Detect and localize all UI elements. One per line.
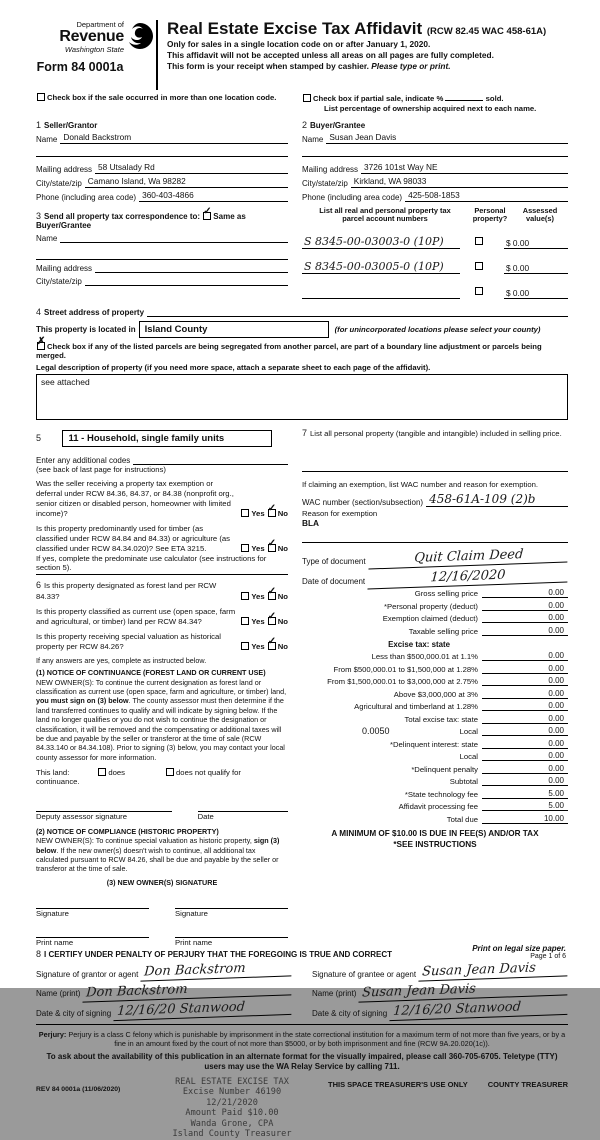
- tax-row: Above $3,000,000 at 3% 0.00: [302, 689, 568, 699]
- tax-row: Total excise tax: state 0.00: [302, 714, 568, 724]
- subtitle-2: This affidavit will not be accepted unless all areas on all pages are fully completed.: [167, 49, 494, 60]
- tax-value: 0.00: [482, 676, 568, 686]
- parcel-personal-checkbox[interactable]: [475, 237, 483, 245]
- parcel-row: [302, 231, 568, 249]
- percentage-note: List percentage of ownership acquired next to each name.: [324, 104, 537, 114]
- tax-value: 0.00: [482, 714, 568, 724]
- tax-row: *Delinquent interest: state 0.00: [302, 739, 568, 749]
- page-title: Real Estate Excise Tax Affidavit (RCW 82.45 WAC 458-61A): [167, 19, 547, 38]
- new-owner-print-row: Print name Print name: [36, 928, 288, 947]
- tax-row: Gross selling price 0.00: [302, 588, 568, 598]
- seller-city-field[interactable]: Camano Island, Wa 98282: [85, 177, 288, 188]
- legal-description-box[interactable]: see attached: [36, 374, 568, 420]
- certify-heading: I CERTIFY UNDER PENALTY OF PERJURY THAT THE FOREGOING IS TRUE AND CORRECT: [44, 950, 393, 960]
- parcel-personal-checkbox[interactable]: [475, 287, 483, 295]
- reason-value[interactable]: BLA: [302, 518, 320, 529]
- tax-value: 0.00: [482, 588, 568, 598]
- owner-print-field-2[interactable]: [175, 928, 288, 938]
- notice2-body: NEW OWNER(S): To continue special valuation as historic property, sign (3) below. If the new owner(s) doesn't wish to continue, all additional tax calculated pursuant to RCW 84.26, shall be due and payable by the seller or transferor at the time of sale.: [36, 836, 280, 874]
- additional-codes-field[interactable]: [133, 455, 288, 465]
- buyer-name2-field[interactable]: [302, 147, 568, 157]
- current-use-no-checkbox[interactable]: ✓: [268, 617, 276, 625]
- dor-logo: [36, 20, 154, 74]
- grantor-name-field[interactable]: Don Backstrom: [83, 978, 293, 1002]
- tax-row: From $500,000.01 to $1,500,000 at 1.28% 0.00: [302, 664, 568, 674]
- logo-dept-text: Department of: [76, 20, 124, 29]
- county-treasurer-label: COUNTY TREASURER: [487, 1079, 568, 1089]
- legal-description-label: Legal description of property (if you need more space, attach a separate sheet to each page of the affidavit).: [36, 363, 431, 373]
- buyer-name-field[interactable]: Susan Jean Davis: [326, 133, 568, 144]
- tax-value: 0.00: [482, 726, 568, 736]
- tax-row: *State technology fee 5.00: [302, 789, 568, 799]
- notice2-title: (2) NOTICE OF COMPLIANCE (HISTORIC PROPERTY): [36, 826, 219, 836]
- tax-row: Local 0.00: [302, 751, 568, 761]
- parcel-personal-checkbox[interactable]: [475, 262, 483, 270]
- notice3-title: (3) NEW OWNER(S) SIGNATURE: [106, 877, 218, 887]
- buyer-city-field[interactable]: Kirkland, WA 98033: [351, 177, 568, 188]
- exemption-yes-checkbox[interactable]: [241, 509, 249, 517]
- current-use-question: Is this property classified as current use (open space, farm and agricultural, or timber) land per RCW 84.34? Yes ✓ No: [36, 607, 288, 627]
- tax-value: 0.00: [482, 601, 568, 611]
- local-rate-row: 0.0050 Local 0.00: [302, 726, 568, 736]
- logo-revenue-text: Revenue: [59, 28, 124, 45]
- parcel-row: [302, 256, 568, 274]
- document-date-field[interactable]: 12/16/2020: [368, 566, 569, 590]
- exemption-note: If claiming an exemption, list WAC number and reason for exemption.: [302, 480, 538, 490]
- tax-row: Agricultural and timberland at 1.28% 0.00: [302, 701, 568, 711]
- personal-property-section: 7 List all personal property (tangible and intangible) included in selling price.: [302, 428, 562, 439]
- historical-question: Is this property receiving special valuation as historical property per RCW 84.26? Yes ✓ No: [36, 632, 288, 652]
- tax-value: 10.00: [482, 814, 568, 824]
- parcel-row: [302, 281, 568, 299]
- new-owner-signature-row: Signature Signature: [36, 899, 288, 918]
- top-check-row: [36, 93, 568, 115]
- grantee-signature-block: Signature of grantee or agent Susan Jean Davis Name (print) Susan Jean Davis Date & city of signing 12/16/20 Stanwood: [312, 959, 568, 1018]
- codes-note: (see back of last page for instructions): [36, 465, 166, 475]
- seller-section: 1 Seller/Grantor Name Donald Backstrom Mailing address 58 Utsalady Rd City/state/zip Camano Island, Wa 98282 Phone (including area code) 360-403-4866 3 Send all property tax correspondence to: ✓ Same as Buyer/Grantee Name Mailing address City/state/zip: [36, 120, 288, 300]
- timber-question: Is this property predominantly used for timber (as classified under RCW 84.84 and 84.33) or agriculture (as classified under RCW 84.34.020)? See ETA 3215. Yes ✓ No: [36, 524, 288, 554]
- tax-value: 0.00: [482, 651, 568, 661]
- document-type-field[interactable]: Quit Claim Deed: [368, 546, 568, 570]
- assessed-value-field[interactable]: $ 0.00: [504, 288, 568, 299]
- perjury-note: Perjury: Perjury is a class C felony which is punishable by imprisonment in the state correctional institution for a maximum term of not more than five years, or by a fine in an amount fixed by the court of not more than $5000, or by both imprisonment and fine (RCW 9A.20.020(1c)).: [38, 1029, 566, 1049]
- header-divider: [156, 20, 158, 90]
- tax-row: *Personal property (deduct) 0.00: [302, 601, 568, 611]
- buyer-heading: Buyer/Grantee: [310, 120, 366, 130]
- parcel-number-field[interactable]: S 8345-00-03005-0 (10P): [302, 260, 460, 274]
- seller-phone-field[interactable]: 360-403-4866: [139, 191, 288, 202]
- tax-value: 0.00: [482, 739, 568, 749]
- rcw-reference: (RCW 82.45 WAC 458-61A): [426, 26, 547, 37]
- correspondence-mailing-field[interactable]: [95, 263, 288, 273]
- current-use-yes-checkbox[interactable]: [241, 617, 249, 625]
- dor-swoosh-icon: [126, 22, 154, 55]
- grantee-name-field[interactable]: Susan Jean Davis: [359, 978, 569, 1002]
- alternate-format-note: To ask about the availability of this publication in an alternate format for the visually impaired, please call 360-705-6705. Teletype (TTY) users may use the WA Relay Service by calling 711.: [46, 1051, 558, 1072]
- forest-no-checkbox[interactable]: ✓: [268, 592, 276, 600]
- historical-no-checkbox[interactable]: ✓: [268, 642, 276, 650]
- footer: [36, 1077, 568, 1140]
- tax-value: 0.00: [482, 701, 568, 711]
- grantee-date-city-field[interactable]: 12/16/20 Stanwood: [390, 998, 569, 1021]
- tax-row: Total due 10.00: [302, 814, 568, 824]
- excise-state-heading: Excise tax: state: [388, 639, 450, 649]
- street-address-field[interactable]: [147, 307, 568, 317]
- seller-name-field[interactable]: Donald Backstrom: [60, 133, 288, 144]
- owner-signature-field-1[interactable]: [36, 899, 149, 909]
- certify-section: 8 I CERTIFY UNDER PENALTY OF PERJURY THAT THE FOREGOING IS TRUE AND CORRECT Signature of grantor or agent Don Backstrom Name (print) Don Backstrom Date & city of signing 12/16/20 Stanwood Signature of grantee or agent Susan Jean Davis Name (print) Susan Jean Davis Date & city of signing 12/16/20 Stanwood: [36, 949, 568, 1018]
- seller-mailing-field[interactable]: 58 Utsalady Rd: [95, 163, 288, 174]
- partial-sale-checkbox[interactable]: [303, 94, 311, 102]
- historical-yes-checkbox[interactable]: [241, 642, 249, 650]
- wac-number-field[interactable]: 458-61A-109 (2)b: [426, 492, 568, 507]
- deputy-signature-field[interactable]: [36, 802, 172, 812]
- deputy-signature-row: Deputy assessor signature Date: [36, 802, 288, 821]
- property-section: 4 Street address of property This property is located in Island County (for unincorporated locations please select your county) ✗ Check box if any of the listed parcels are being segregated from another parcel, are part of a boundary line adjustment or parcels being merged. Legal description of property (if you need more space, attach a separate sheet to each page of the affidavit). see attached: [36, 307, 568, 420]
- form-number: Form 84 0001a: [36, 60, 124, 74]
- local-rate: 0.0050: [362, 726, 390, 737]
- print-note: Print on legal size paper. Page 1 of 6: [472, 944, 566, 960]
- tax-row: From $1,500,000.01 to $3,000,000 at 2.75% 0.00: [302, 676, 568, 686]
- deputy-date-field[interactable]: [198, 802, 288, 812]
- tax-row: Exemption claimed (deduct) 0.00: [302, 613, 568, 623]
- rev-number: REV 84 0001a (11/06/2020): [36, 1085, 121, 1093]
- correspondence-city-field[interactable]: [85, 276, 288, 286]
- does-checkbox[interactable]: [98, 768, 106, 776]
- seller-heading: Seller/Grantor: [44, 120, 98, 130]
- does-not-checkbox[interactable]: [166, 768, 174, 776]
- tax-row: Subtotal 0.00: [302, 776, 568, 786]
- notice1-title: (1) NOTICE OF CONTINUANCE (FOREST LAND OR CURRENT USE): [36, 668, 266, 678]
- exemption-no-checkbox[interactable]: ✓: [268, 509, 276, 517]
- same-as-buyer-checkbox[interactable]: ✓: [203, 212, 211, 220]
- continuance-text: continuance.: [36, 776, 80, 786]
- partial-sale-check-line: Check box if partial sale, indicate % sold. List percentage of ownership acquired next to each name.: [302, 93, 568, 115]
- tax-value: 0.00: [482, 664, 568, 674]
- subtitle-1: Only for sales in a single location code on or after January 1, 2020.: [167, 38, 431, 49]
- assessed-value-field[interactable]: $ 0.00: [504, 263, 568, 274]
- forest-land-question: 6 Is this property designated as forest land per RCW 84.33? Yes ✓ No: [36, 580, 288, 602]
- reason-label: Reason for exemption: [302, 509, 378, 519]
- tax-row: Affidavit processing fee 5.00: [302, 801, 568, 811]
- treasurer-stamp: REAL ESTATE EXCISE TAX Excise Number 46190 12/21/2020 Amount Paid $10.00 Wanda Grone, CPA Island County Treasurer: [172, 1076, 292, 1140]
- multi-location-check-line: Check box if the sale occurred in more than one location code.: [36, 93, 302, 115]
- partial-sale-percent-field[interactable]: [445, 93, 483, 101]
- tax-value: 0.00: [482, 689, 568, 699]
- tax-value: 0.00: [482, 776, 568, 786]
- owner-signature-field-2[interactable]: [175, 899, 288, 909]
- land-qualify-line: This land: does does not qualify for: [36, 767, 241, 777]
- page-indicator: Page 1 of 6: [530, 953, 566, 960]
- assessed-value-field[interactable]: $ 0.00: [504, 238, 568, 249]
- owner-print-field-1[interactable]: [36, 928, 149, 938]
- minimum-due-note: A MINIMUM OF $10.00 IS DUE IN FEE(S) AND/OR TAX *SEE INSTRUCTIONS: [331, 828, 539, 849]
- timber-no-checkbox[interactable]: ✓: [268, 544, 276, 552]
- grantor-date-city-field[interactable]: 12/16/20 Stanwood: [114, 998, 293, 1021]
- tax-value: 0.00: [482, 764, 568, 774]
- tax-value: 5.00: [482, 801, 568, 811]
- parcel-table-header: List all real and personal property tax parcel account numbers Personal property? Assessed value(s): [319, 205, 558, 224]
- tax-value: 0.00: [482, 626, 568, 636]
- parcel-number-field[interactable]: [302, 287, 460, 299]
- affidavit-page: Department of Revenue Washington State Form 84 0001a Real Estate Excise Tax Affidavit (RCW 82.45 WAC 458-61A) Only for sales in a single location code on or after January 1, 2020. This affidavit will not be accepted unless all areas on all pages are fully completed. This form is your receipt when stamped by cashier. Please type or print. Check box if the sale occurred in more than one location code. Check box if partial sale, indicate % sold. List percentage of ownership acquired next to each name. 1 Seller/Grantor Name Donald Backstrom Mailing address 58 Utsalady Rd City/state/zip Camano Island, Wa 98282 Phone (including area code) 360-403-4866 3 Send all property tax correspondence to: ✓ Same as Buyer/Grantee Name Mailing address City/state/zip 2 Buyer/Grantee Name Susan Jean Davis Mailing address 3726 101st Way NE City/state/zip Kirkland, WA 98033 Phone (including area code) 425-508-1853 List all real and personal property tax parcel account numbers Personal property? Assessed value(s) S 8345-00-03003-0 (10P) $ 0.00 S 8345-00-03005-0 (10P) $ 0.00 $ 0.00 4 Street address of property This property is located in Island County (for unincorporated locations please select your county) ✗ Check box if any of the listed parcels are being segregated from another parcel, are part of a boundary line adjustment or parcels being merged. Legal description of property (if you need more space, attach a separate sheet to each page of the affidavit). see attached 5 11 - Household, single family units Enter any additional codes (see back of last page for instructions) Was the seller receiving a property tax exemption or deferral under RCW 84.36, 84.37, or 84.38 (nonprofit org., senior citizen or disabled person, homeowner with limited income)? Yes ✓ No Is this property predominantly used for timber (as classified under RCW 84.84 and 84.33) or agriculture (as classified under RCW 84.34.020)? See ETA 3215. Yes ✓ No If yes, complete the predominate use calculator (see instructions for section 5). 6 Is this property designated as forest land per RCW 84.33? Yes ✓ No Is this property classified as current use (open space, farm and agricultural, or timber) land per RCW 84.34? Yes ✓ No Is this property receiving special valuation as historical property per RCW 84.26? Yes ✓ No If any answers are yes, complete as instructed below. (1) NOTICE OF CONTINUANCE (FOREST LAND OR CURRENT USE) NEW OWNER(S): To continue the current designation as forest land or classification as current use (open space, farm and agriculture, or timber) land, you must sign on (3) below. The county assessor must then determine if the land transferred continues to qualify and will indicate by signing below. If the land no longer qualifies or you do not wish to continue the designation or classification, it will be removed and the compensating or additional taxes will be due and payable by the seller or transferor at the time of sale (RCW 84.33.140 or 84.34.108). Prior to signing (3) below, you may contact your local county assessor for more information. This land: does does not qualify for continuance. Deputy assessor signature Date (2) NOTICE OF COMPLIANCE (HISTORIC PROPERTY) NEW OWNER(S): To continue special valuation as historic property, sign (3) below. If the new owner(s) doesn't wish to continue, all additional tax calculated pursuant to RCW 84.26, shall be due and payable by the seller or transferor at the time of sale. (3) NEW OWNER(S) SIGNATURE Signature Signature Print name Print name 7 List all personal property (tangible and intangible) included in selling price. If claiming an exemption, list WAC number and reason for exemption. WAC number (section/subsection) 458-61A-109 (2)b Reason for exemption BLA Type of document Quit Claim Deed Date of document 12/16/2020 Gross selling price 0.00 *Personal property (deduct) 0.00 Exemption claimed (deduct) 0.00 Taxable selling price 0.00 Excise tax: state Less than $500,000.01 at 1.1% 0.00 From $500,000.01 to $1,500,000 at 1.28% 0.00 From $1,500,000.01 to $3,000,000 at 2.75% 0.00 Above $3,000,000 at 3% 0.00 Agricultural and timberland at 1.28% 0.00 Total excise tax: state 0.00 0.0050 Local 0.00 *Delinquent interest: state 0.00 Local 0.00 *Delinquent penalty 0.00 Subtotal 0.00 *State technology fee 5.00 Affidavit processing fee 5.00 Total due 10.00 A MINIMUM OF $10.00 IS DUE IN FEE(S) AND/OR TAX *SEE INSTRUCTIONS 8 I CERTIFY UNDER PENALTY OF PERJURY THAT THE FOREGOING IS TRUE AND CORRECT Signature of grantor or agent Don Backstrom Name (print) Don Backstrom Date & city of signing 12/16/20 Stanwood Signature of grantee or agent Susan Jean Davis Name (print) Susan Jean Davis Date & city of signing 12/16/20 Stanwood Perjury: Perjury is a class C felony which is punishable by imprisonment in the state correctional institution for a maximum term of not more than five years, or by a fine in an amount fixed by the court of not more than $5000, or by both imprisonment and fine (RCW 9A.20.020(1c)). To ask about the availability of this publication in an alternate format for the visually impaired, please call 360-705-6705. Teletype (TTY) users may use the WA Relay Service by calling 711. REV 84 0001a (11/06/2020) REAL ESTATE EXCISE TAX Excise Number 46190 12/21/2020 Amount Paid $10.00 Wanda Grone, CPA Island County Treasurer THIS SPACE TREASURER'S USE ONLY COUNTY TREASURER Print on legal size paper. Page 1 of 6: [0, 0, 600, 988]
- multi-location-checkbox[interactable]: [37, 93, 45, 101]
- tax-row: Taxable selling price 0.00: [302, 626, 568, 636]
- exemption-question: Was the seller receiving a property tax exemption or deferral under RCW 84.36, 84.37, or 84.38 (nonprofit org., senior citizen or disabled person, homeowner with limited income)? Yes ✓ No: [36, 479, 288, 519]
- grantor-signature-block: Signature of grantor or agent Don Backstrom Name (print) Don Backstrom Date & city of signing 12/16/20 Stanwood: [36, 959, 292, 1018]
- segregation-check-line: ✗ Check box if any of the listed parcels are being segregated from another parcel, are part of a boundary line adjustment or parcels being merged.: [36, 336, 542, 361]
- parcel-number-field[interactable]: S 8345-00-03003-0 (10P): [302, 235, 460, 249]
- buyer-phone-field[interactable]: 425-508-1853: [405, 191, 568, 202]
- correspondence-name2-field[interactable]: [36, 250, 288, 260]
- calculator-note: If yes, complete the predominate use calculator (see instructions for section 5).: [36, 554, 288, 575]
- tax-row: *Delinquent penalty 0.00: [302, 764, 568, 774]
- treasurer-space-label: THIS SPACE TREASURER'S USE ONLY: [328, 1079, 468, 1089]
- tax-value: 0.00: [482, 751, 568, 761]
- tax-value: 0.00: [482, 613, 568, 623]
- grantor-signature-field[interactable]: Don Backstrom: [141, 959, 293, 981]
- logo-state-text: Washington State: [64, 45, 124, 54]
- segregation-checkbox[interactable]: ✗: [37, 342, 45, 350]
- forest-yes-checkbox[interactable]: [241, 592, 249, 600]
- notice1-body: NEW OWNER(S): To continue the current designation as forest land or classification as current use (open space, farm and agriculture, or timber) land, you must sign on (3) below. The county assessor must then determine if the land transferred continues to qualify and will indicate by signing below. If the land no longer qualifies or you do not wish to continue the designation or classification, it will be removed and the compensating or additional taxes will be due and payable by the seller or transferor at the time of sale (RCW 84.33.140 or 84.34.108). Prior to signing (3) below, you may contact your local county assessor for more information.: [36, 677, 287, 762]
- buyer-mailing-field[interactable]: 3726 101st Way NE: [361, 163, 568, 174]
- answers-note: If any answers are yes, complete as instructed below.: [36, 656, 207, 666]
- grantee-signature-field[interactable]: Susan Jean Davis: [419, 960, 569, 982]
- county-note: (for unincorporated locations please select your county): [334, 325, 541, 335]
- correspondence-name-field[interactable]: [60, 233, 288, 243]
- buyer-section: 2 Buyer/Grantee Name Susan Jean Davis Mailing address 3726 101st Way NE City/state/zip Kirkland, WA 98033 Phone (including area code) 425-508-1853 List all real and personal property tax parcel account numbers Personal property? Assessed value(s) S 8345-00-03003-0 (10P) $ 0.00 S 8345-00-03005-0 (10P) $ 0.00 $ 0.00: [302, 120, 568, 300]
- seller-name2-field[interactable]: [36, 147, 288, 157]
- land-use-select[interactable]: 11 - Household, single family units: [62, 430, 272, 447]
- subtitle-3: This form is your receipt when stamped by cashier. Please type or print.: [167, 60, 451, 71]
- personal-property-field[interactable]: [302, 462, 568, 472]
- tax-row: Less than $500,000.01 at 1.1% 0.00: [302, 651, 568, 661]
- tax-value: 5.00: [482, 789, 568, 799]
- form-header: [36, 20, 568, 90]
- county-select[interactable]: Island County: [139, 321, 329, 338]
- land-use-section: 5 11 - Household, single family units: [36, 428, 288, 447]
- timber-yes-checkbox[interactable]: [241, 544, 249, 552]
- correspondence-section: 3 Send all property tax correspondence to: ✓ Same as Buyer/Grantee: [36, 205, 246, 230]
